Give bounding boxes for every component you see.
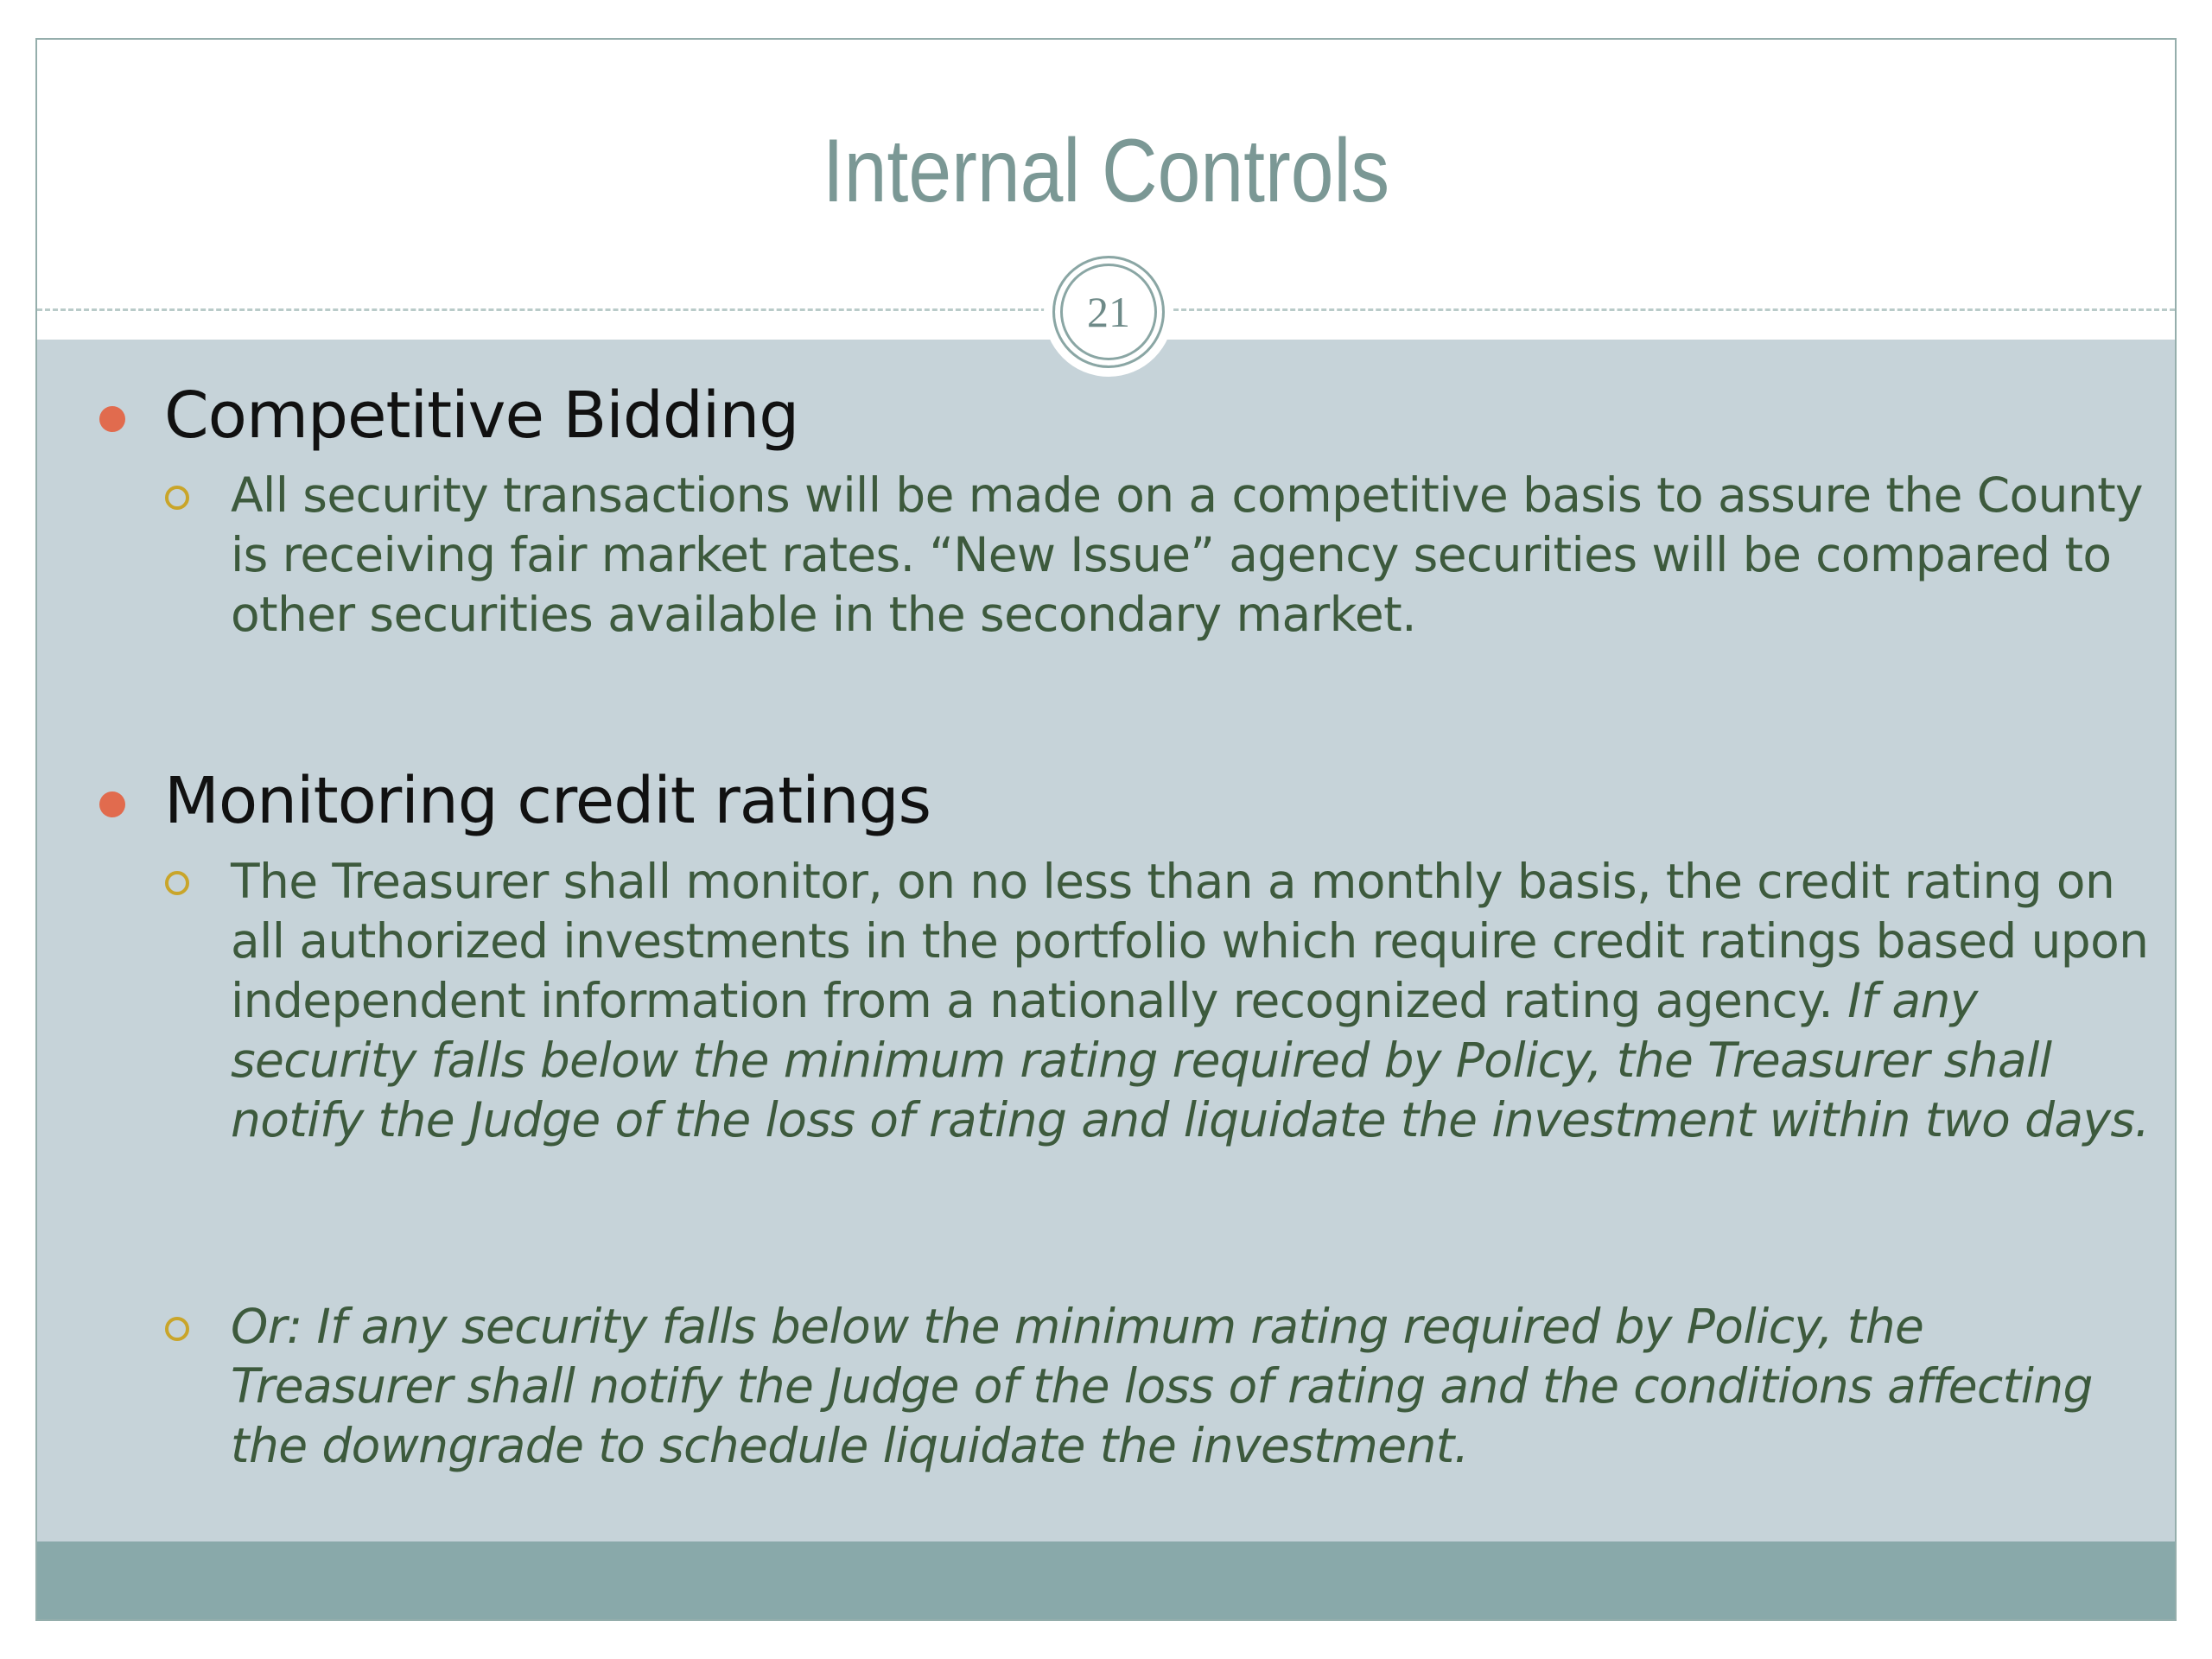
bullet-text-competitive-bidding [231, 466, 2158, 645]
bullet-text-italic: Or: If any security falls below the minimum rating required by Policy, the Treasurer shall notify the Judge of the loss of rating and the conditions affecting the downgrade to schedule liquidate the investment. [231, 1299, 2093, 1473]
section-heading-competitive-bidding: Competitive Bidding [164, 378, 799, 453]
page-number-badge: 21 [1052, 256, 1165, 368]
slide-title: Internal Controls [822, 121, 1390, 221]
bullet-text-alternative [231, 1297, 2158, 1476]
bullet-dot-icon [99, 406, 125, 432]
sub-bullet-ring-icon [165, 1317, 189, 1341]
bullet-text-monitoring [231, 852, 2158, 1150]
bullet-dot-icon [99, 791, 125, 817]
bullet-text-regular: All security transactions will be made on a competitive basis to assure the County is receiving fair market rates. “New Issue” agency securities will be compared to other securities available in the secondary market. [231, 467, 2143, 642]
section-heading-monitoring-credit-ratings: Monitoring credit ratings [164, 764, 931, 838]
bullet-text-regular: The Treasurer shall monitor, on no less than a monthly basis, the credit rating on all authorized investments in the portfolio which require credit ratings based upon independent information from a nationally recognized rating agency. [231, 854, 2149, 1028]
slide [35, 38, 2177, 1621]
bullet-text-italic: If any security falls below the minimum rating required by Policy, the Treasurer shall notify the Judge of the loss of rating and liquidate the investment within two days. [231, 973, 2150, 1147]
sub-bullet-ring-icon [165, 871, 189, 895]
sub-bullet-ring-icon [165, 486, 189, 510]
footer-band [37, 1541, 2175, 1619]
